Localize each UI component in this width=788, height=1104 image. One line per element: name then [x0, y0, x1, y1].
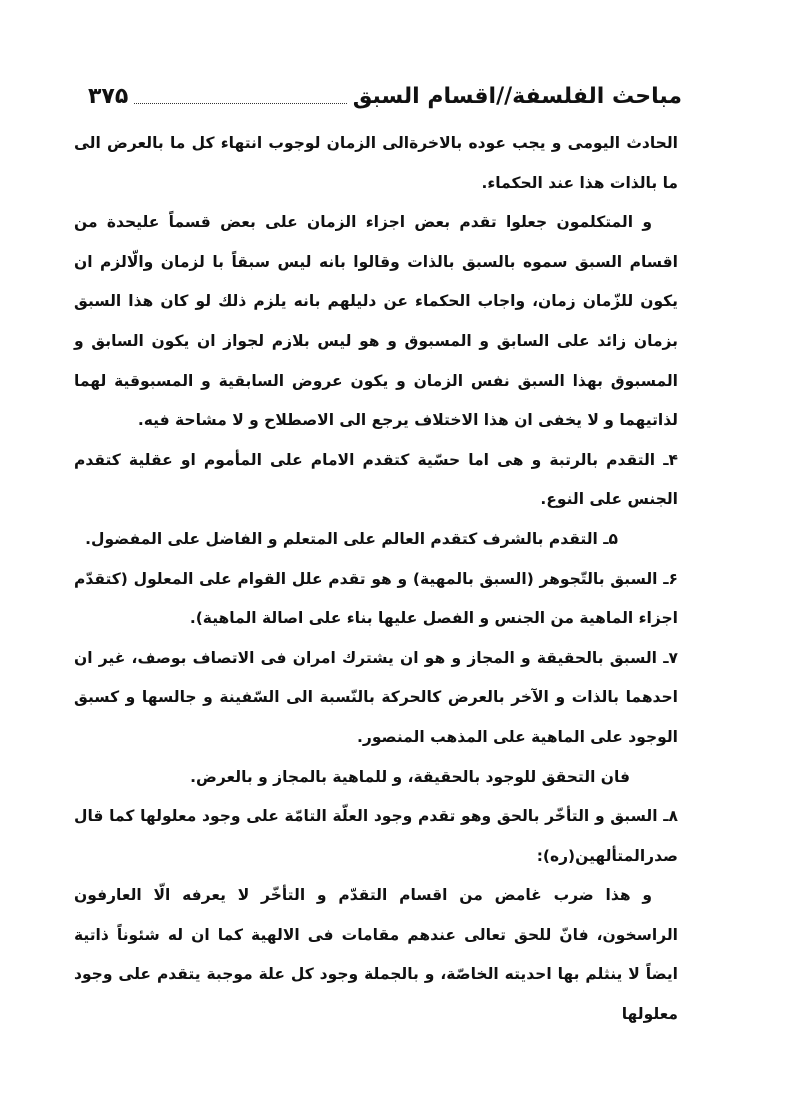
paragraph-3: ۴ـ التقدم بالرتبة و هى اما حسّية كتقدم الامام على المأموم او عقلية كتقدم الجنس على النوع.: [74, 450, 678, 509]
paragraph-5: ۶ـ السبق بالتّجوهر (السبق بالمهية) و هو تقدم علل القوام على المعلول (كتقدّم اجزاء الماهية من الجنس و الفصل عليها بناء على اصالة الماهية).: [74, 569, 678, 628]
page-title: مباحث الفلسفة//اقسام السبق: [352, 84, 682, 109]
paragraph-4: ۵ـ التقدم بالشرف كتقدم العالم على المتعلم و الفاضل على المفضول.: [85, 529, 618, 548]
page-header: [88, 64, 682, 108]
paragraph-9: و هذا ضرب غامض من اقسام التقدّم و التأخّر لا يعرفه الّا العارفون الراسخون، فانّ للحق تعالى عندهم مقامات فى الالهية كما ان له شئوناً ذاتية ايضاً لا ينثلم بها احديته الخاصّة، و بالجملة وجود كل علة موجبة يتقدم على وجود معلولها: [74, 886, 678, 1024]
paragraph-6: ۷ـ السبق بالحقيقة و المجاز و هو ان يشترك امران فى الاتصاف بوصف، غير ان احدهما بالذات و الآخر بالعرض كالحركة بالنّسبة الى السّفينة و جالسها و كسبق الوجود على الماهية على المذهب المنصور.: [74, 648, 678, 746]
paragraph-2: و المتكلمون جعلوا تقدم بعض اجزاء الزمان على بعض قسماً عليحدة من اقسام السبق سموه بالسبق بالذات وقالوا بانه ليس سبقاً با لزمان والّالزم ان يكون للزّمان زمان، واجاب الحكماء عن دليلهم بانه يلزم ذلك لو كان هذا السبق بزمان زائد على السابق و المسبوق و هو ليس بلازم لجواز ان يكون السابق و المسبوق بهذا السبق نفس الزمان و يكون عروض السابقية و المسبوقية لهما لذاتيهما و لا يخفى ان هذا الاختلاف يرجع الى الاصطلاح و لا مشاحة فيه.: [74, 213, 678, 430]
header-dotted-leader: [134, 102, 346, 104]
paragraph-7: فان التحقق للوجود بالحقيقة، و للماهية بالمجاز و بالعرض.: [190, 767, 630, 786]
paragraph-8: ۸ـ السبق و التأخّر بالحق وهو تقدم وجود العلّة التامّة على وجود معلولها كما قال صدرالمتألهين(ره):: [74, 807, 678, 865]
page-body: [74, 124, 678, 1035]
page-number: ۳۷۵: [88, 84, 129, 109]
paragraph-1: الحادث اليومى و يجب عوده بالاخرةالى الزمان لوجوب انتهاء كل ما بالعرض الى ما بالذات هذا عند الحكماء.: [74, 134, 678, 192]
